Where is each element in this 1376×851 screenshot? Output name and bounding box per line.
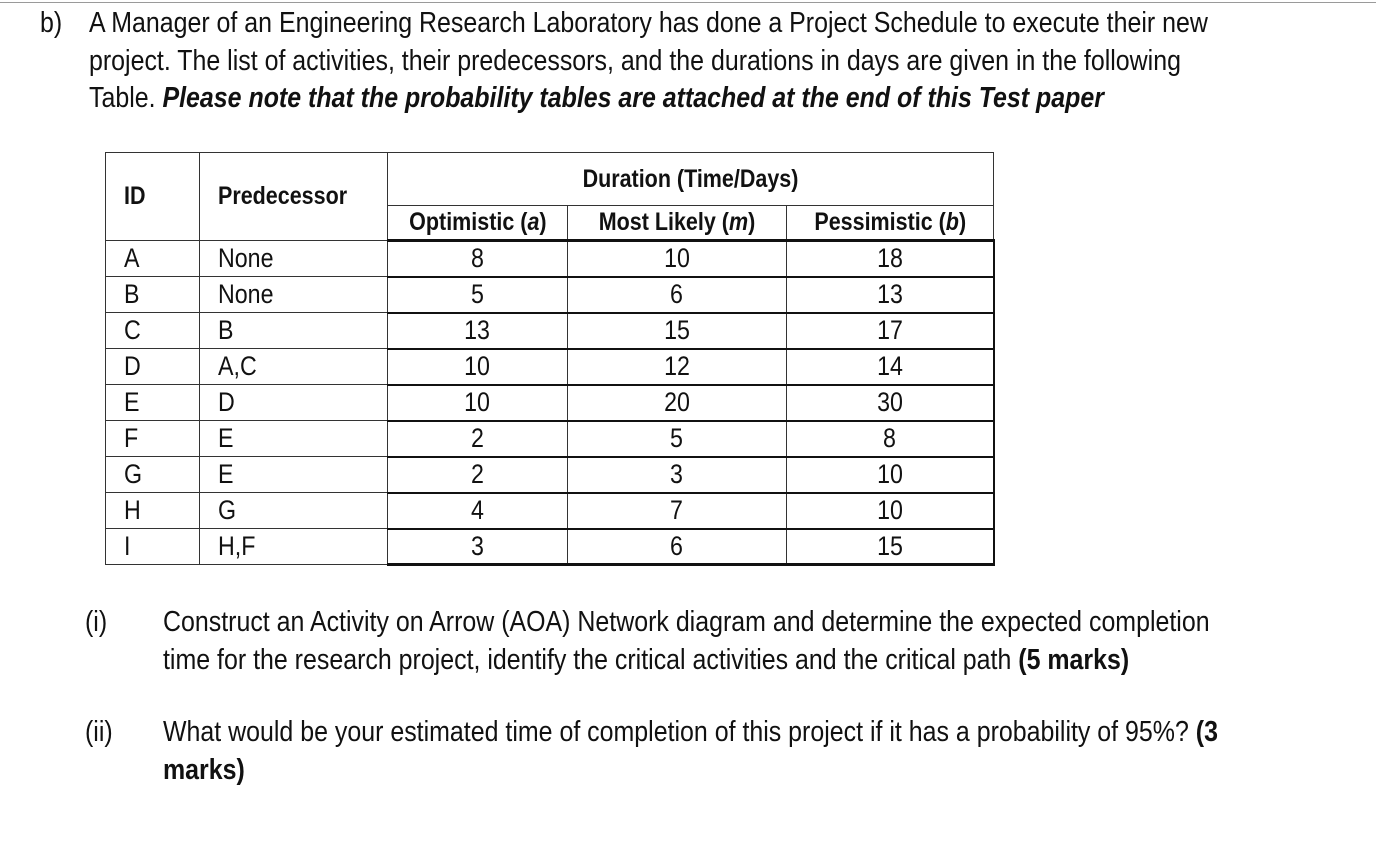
optimistic-value: 2 (388, 421, 568, 457)
activity-predecessor: H,F (200, 529, 388, 565)
marks-label: (3 (1195, 716, 1218, 748)
pessimistic-value: 10 (787, 457, 994, 493)
header-optimistic: Optimistic (a) (388, 206, 568, 241)
activity-predecessor: None (200, 241, 388, 277)
table-row (106, 421, 994, 457)
pessimistic-value: 10 (787, 493, 994, 529)
header-id: ID (106, 153, 200, 241)
marks-label-continued: marks) (163, 753, 245, 786)
intro-line-3 (89, 80, 1259, 118)
activity-id: E (106, 385, 200, 421)
pessimistic-value: 30 (787, 385, 994, 421)
pessimistic-value: 17 (787, 313, 994, 349)
table-row (106, 349, 994, 385)
activity-predecessor: B (200, 313, 388, 349)
most-likely-value: 7 (568, 493, 787, 529)
sub-question-marker: (i) (85, 606, 108, 638)
optimistic-value: 10 (388, 349, 568, 385)
most-likely-value: 6 (568, 277, 787, 313)
most-likely-value: 15 (568, 313, 787, 349)
probability-table-note: Please note that the probability tables are attached at the end of this Test paper (162, 82, 1104, 114)
activity-id: I (106, 529, 200, 565)
intro-line-3-start: Table. (89, 82, 163, 114)
intro-line-1: A Manager of an Engineering Research Laboratory has done a Project Schedule to execute their new (89, 7, 1208, 39)
optimistic-value: 3 (388, 529, 568, 565)
header-most-likely: Most Likely (m) (568, 206, 787, 241)
activity-predecessor: D (200, 385, 388, 421)
activity-table-container (105, 152, 995, 566)
sub-question-line: time for the research project, identify the critical activities and the critical path (5 marks) (163, 643, 1130, 676)
most-likely-value: 6 (568, 529, 787, 565)
activity-predecessor: E (200, 457, 388, 493)
most-likely-value: 12 (568, 349, 787, 385)
activity-id: B (106, 277, 200, 313)
activity-id: D (106, 349, 200, 385)
most-likely-value: 20 (568, 385, 787, 421)
activity-predecessor: E (200, 421, 388, 457)
optimistic-value: 2 (388, 457, 568, 493)
header-predecessor: Predecessor (200, 153, 388, 241)
table-row (106, 241, 994, 277)
optimistic-value: 5 (388, 277, 568, 313)
table-row (106, 457, 994, 493)
activity-table (105, 152, 995, 566)
most-likely-value: 5 (568, 421, 787, 457)
question-intro (89, 5, 1259, 118)
optimistic-value: 4 (388, 493, 568, 529)
table-row (106, 313, 994, 349)
activity-id: A (106, 241, 200, 277)
activity-id: G (106, 457, 200, 493)
intro-line-2: project. The list of activities, their predecessors, and the durations in days are given in the following (89, 44, 1181, 77)
table-row (106, 277, 994, 313)
header-duration-group: Duration (Time/Days) (388, 153, 994, 206)
top-rule (0, 2, 1376, 3)
marks-label: (5 marks) (1018, 643, 1130, 676)
optimistic-value: 13 (388, 313, 568, 349)
table-row (106, 493, 994, 529)
pessimistic-value: 8 (787, 421, 994, 457)
sub-question-text (163, 714, 1350, 789)
question-label: b) (40, 7, 63, 39)
pessimistic-value: 18 (787, 241, 994, 277)
activity-predecessor: A,C (200, 349, 388, 385)
sub-question-ii (0, 714, 1376, 794)
sub-question-line: What would be your estimated time of completion of this project if it has a probability of 95%? (3 (163, 716, 1218, 748)
pessimistic-value: 13 (787, 277, 994, 313)
table-row (106, 529, 994, 565)
table-row (106, 385, 994, 421)
pessimistic-value: 14 (787, 349, 994, 385)
activity-id: F (106, 421, 200, 457)
most-likely-value: 3 (568, 457, 787, 493)
sub-question-line: Construct an Activity on Arrow (AOA) Network diagram and determine the expected completion (163, 606, 1210, 638)
activity-id: C (106, 313, 200, 349)
activity-predecessor: None (200, 277, 388, 313)
pessimistic-value: 15 (787, 529, 994, 565)
activity-predecessor: G (200, 493, 388, 529)
activity-id: H (106, 493, 200, 529)
optimistic-value: 8 (388, 241, 568, 277)
sub-question-marker: (ii) (85, 716, 113, 748)
most-likely-value: 10 (568, 241, 787, 277)
sub-question-i (0, 604, 1376, 684)
header-pessimistic: Pessimistic (b) (787, 206, 994, 241)
optimistic-value: 10 (388, 385, 568, 421)
sub-question-text (163, 604, 1350, 679)
